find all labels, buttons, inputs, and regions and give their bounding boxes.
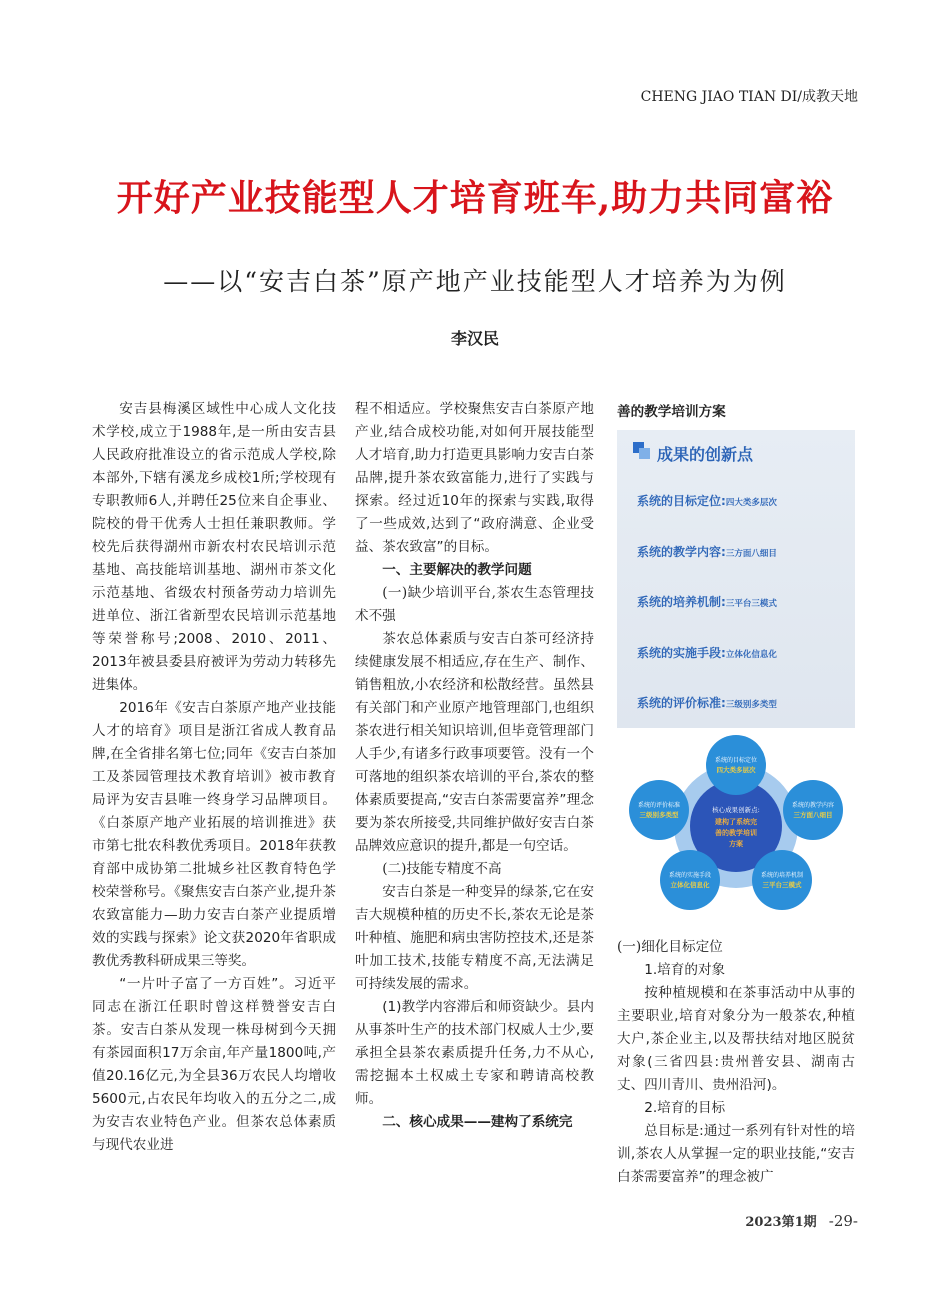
- article-title: 开好产业技能型人才培育班车,助力共同富裕: [116, 177, 834, 219]
- center-text: 核心成果创新点:: [712, 806, 760, 814]
- svg-text:立体化信息化: 立体化信息化: [670, 881, 710, 889]
- article-subtitle: ——以“安吉白茶”原产地产业技能型人才培养为为例: [163, 267, 787, 296]
- paragraph: 程不相适应。学校聚焦安吉白茶原产地产业,结合成校功能,对如何开展技能型人才培育,助力打造更具影响力安吉白茶品牌,提升茶农致富能力,进行了实践与探索。经过近10年的探索与实践,取得了一些成效,达到了“政府满意、企业受益、茶农致富”的目标。: [355, 401, 594, 555]
- paragraph: 按种植规模和在茶事活动中从事的主要职业,培育对象分为一般茶农,种植大户,茶企业主,以及帮扶结对地区脱贫对象(三省四县:贵州普安县、湖南古丈、四川青川、贵州沿河)。: [617, 985, 855, 1093]
- svg-text:三方面八细目: 三方面八细目: [793, 811, 833, 819]
- svg-text:系统的实施手段: 系统的实施手段: [668, 872, 712, 879]
- center-text: 建构了系统完: [715, 818, 757, 826]
- diagram-node-goal: [706, 735, 766, 795]
- panel-row: 系统的评价标准:三级别多类型: [637, 696, 777, 710]
- diagram-node-evaluation: [629, 780, 689, 840]
- page-footer: [745, 1211, 858, 1230]
- paragraph: 安吉白茶是一种变异的绿茶,它在安吉大规模种植的历史不长,茶农无论是茶叶种植、施肥和病虫害防控技术,还是茶叶加工技术,技能专精度不高,无法满足可持续发展的需求。: [355, 884, 594, 992]
- panel-title: 成果的创新点: [657, 445, 754, 464]
- svg-text:四大类多层次: 四大类多层次: [716, 766, 756, 774]
- paragraph: (1)教学内容滞后和师资缺少。县内从事茶叶生产的技术部门权威人士少,要承担全县茶农素质提升任务,力不从心,需挖掘本土权威土专家和聘请高校教师。: [355, 999, 594, 1107]
- issue-label: 2023第1期: [745, 1215, 817, 1230]
- svg-text:三级别多类型: 三级别多类型: [639, 811, 679, 819]
- svg-text:系统的评价标准: 系统的评价标准: [637, 802, 681, 809]
- center-text: 方案: [729, 840, 743, 848]
- page-number: -29-: [828, 1212, 858, 1230]
- center-text: 善的教学培训: [715, 829, 757, 837]
- diagram-node-method: [660, 850, 720, 910]
- column-2: [355, 398, 594, 1134]
- author-name: 李汉民: [450, 329, 499, 348]
- paragraph: 茶农总体素质与安吉白茶可经济持续健康发展不相适应,存在生产、制作、销售粗放,小农经济和松散经营。虽然县有关部门和产业原产地管理部门,也组织茶农进行相关知识培训,但毕竟管理部门人手少,有诸多行政事项要管。没有一个可落地的组织茶农培训的平台,茶农的整体素质要提高,“安吉白茶需要富养”理念要为茶农所接受,共同维护做好安吉白茶品牌效应意识的提升,都是一句空话。: [355, 631, 594, 854]
- subsection-heading: (一)缺少培训平台,茶农生态管理技术不强: [355, 585, 594, 624]
- innovation-diagram: [617, 730, 855, 920]
- paragraph: 安吉县梅溪区域性中心成人文化技术学校,成立于1988年,是一所由安吉县人民政府批准设立的省示范成人学校,除本部外,下辖有溪龙乡成校1所;学校现有专职教师6人,并聘任25位来自企事业、院校的骨干优秀人士担任兼职教师。学校先后获得湖州市新农村农民培训示范基地、高技能培训基地、湖州市茶文化示范基地、省级农村预备劳动力培训先进单位、浙江省新型农民培训示范基地等荣誉称号;2008、2010、2011、2013年被县委县府被评为劳动力转移先进集体。: [92, 401, 336, 693]
- diagram-node-content: [783, 780, 843, 840]
- column-3-text: [617, 936, 855, 1189]
- paragraph: 2016年《安吉白茶原产地产业技能人才的培育》项目是浙江省成人教育品牌,在全省排名第七位;同年《安吉白茶加工及茶园管理技术教育培训》被市教育局评为安吉县唯一终身学习品牌项目。《白茶原产地产业拓展的培训推进》获市第七批农科教优秀项目。2018年获教育部中成协第二批城乡社区教育特色学校荣誉称号。《聚焦安吉白茶产业,提升茶农致富能力—助力安吉白茶产业提质增效的实践与探索》论文获2020年省职成教优秀教科研成果三等奖。: [92, 700, 336, 969]
- square-logo-icon: [633, 442, 651, 460]
- section-heading: 一、主要解决的教学问题: [382, 562, 532, 578]
- svg-text:三平台三模式: 三平台三模式: [762, 881, 802, 889]
- panel-row: 系统的教学内容:三方面八细目: [637, 545, 777, 559]
- diagram-svg: [617, 730, 855, 920]
- column-1: [92, 398, 336, 1157]
- section-heading: 二、核心成果——建构了系统完: [382, 1114, 573, 1130]
- panel-row: 系统的实施手段:立体化信息化: [637, 646, 777, 660]
- svg-text:系统的目标定位: 系统的目标定位: [714, 757, 758, 764]
- sub-heading: 1.培育的对象: [644, 962, 726, 978]
- journal-header: CHENG JIAO TIAN DI/成教天地: [640, 89, 858, 105]
- svg-text:系统的教学内容: 系统的教学内容: [791, 802, 835, 809]
- sub-heading: 2.培育的目标: [644, 1100, 726, 1116]
- innovation-panel: [617, 430, 855, 728]
- paragraph: 总目标是:通过一系列有针对性的培训,茶农人从掌握一定的职业技能,“安吉白茶需要富养”的理念被广: [617, 1123, 855, 1185]
- paragraph: “一片叶子富了一方百姓”。习近平同志在浙江任职时曾这样赞誉安吉白茶。安吉白茶从发现一株母树到今天拥有茶园面积17万余亩,年产量1800吨,产值20.16亿元,为全县36万农民人均增收5600元,占农民年均收入的五分之二,成为安吉农业特色产业。但茶农总体素质与现代农业进: [92, 976, 336, 1153]
- panel-row: 系统的培养机制:三平台三模式: [637, 595, 777, 609]
- subsection-heading: (一)细化目标定位: [617, 939, 723, 955]
- panel-row: 系统的目标定位:四大类多层次: [637, 494, 777, 508]
- svg-text:系统的培养机制: 系统的培养机制: [760, 872, 804, 879]
- diagram-node-mechanism: [752, 850, 812, 910]
- section-heading-continued: 善的教学培训方案: [617, 404, 726, 420]
- subsection-heading: (二)技能专精度不高: [382, 861, 502, 877]
